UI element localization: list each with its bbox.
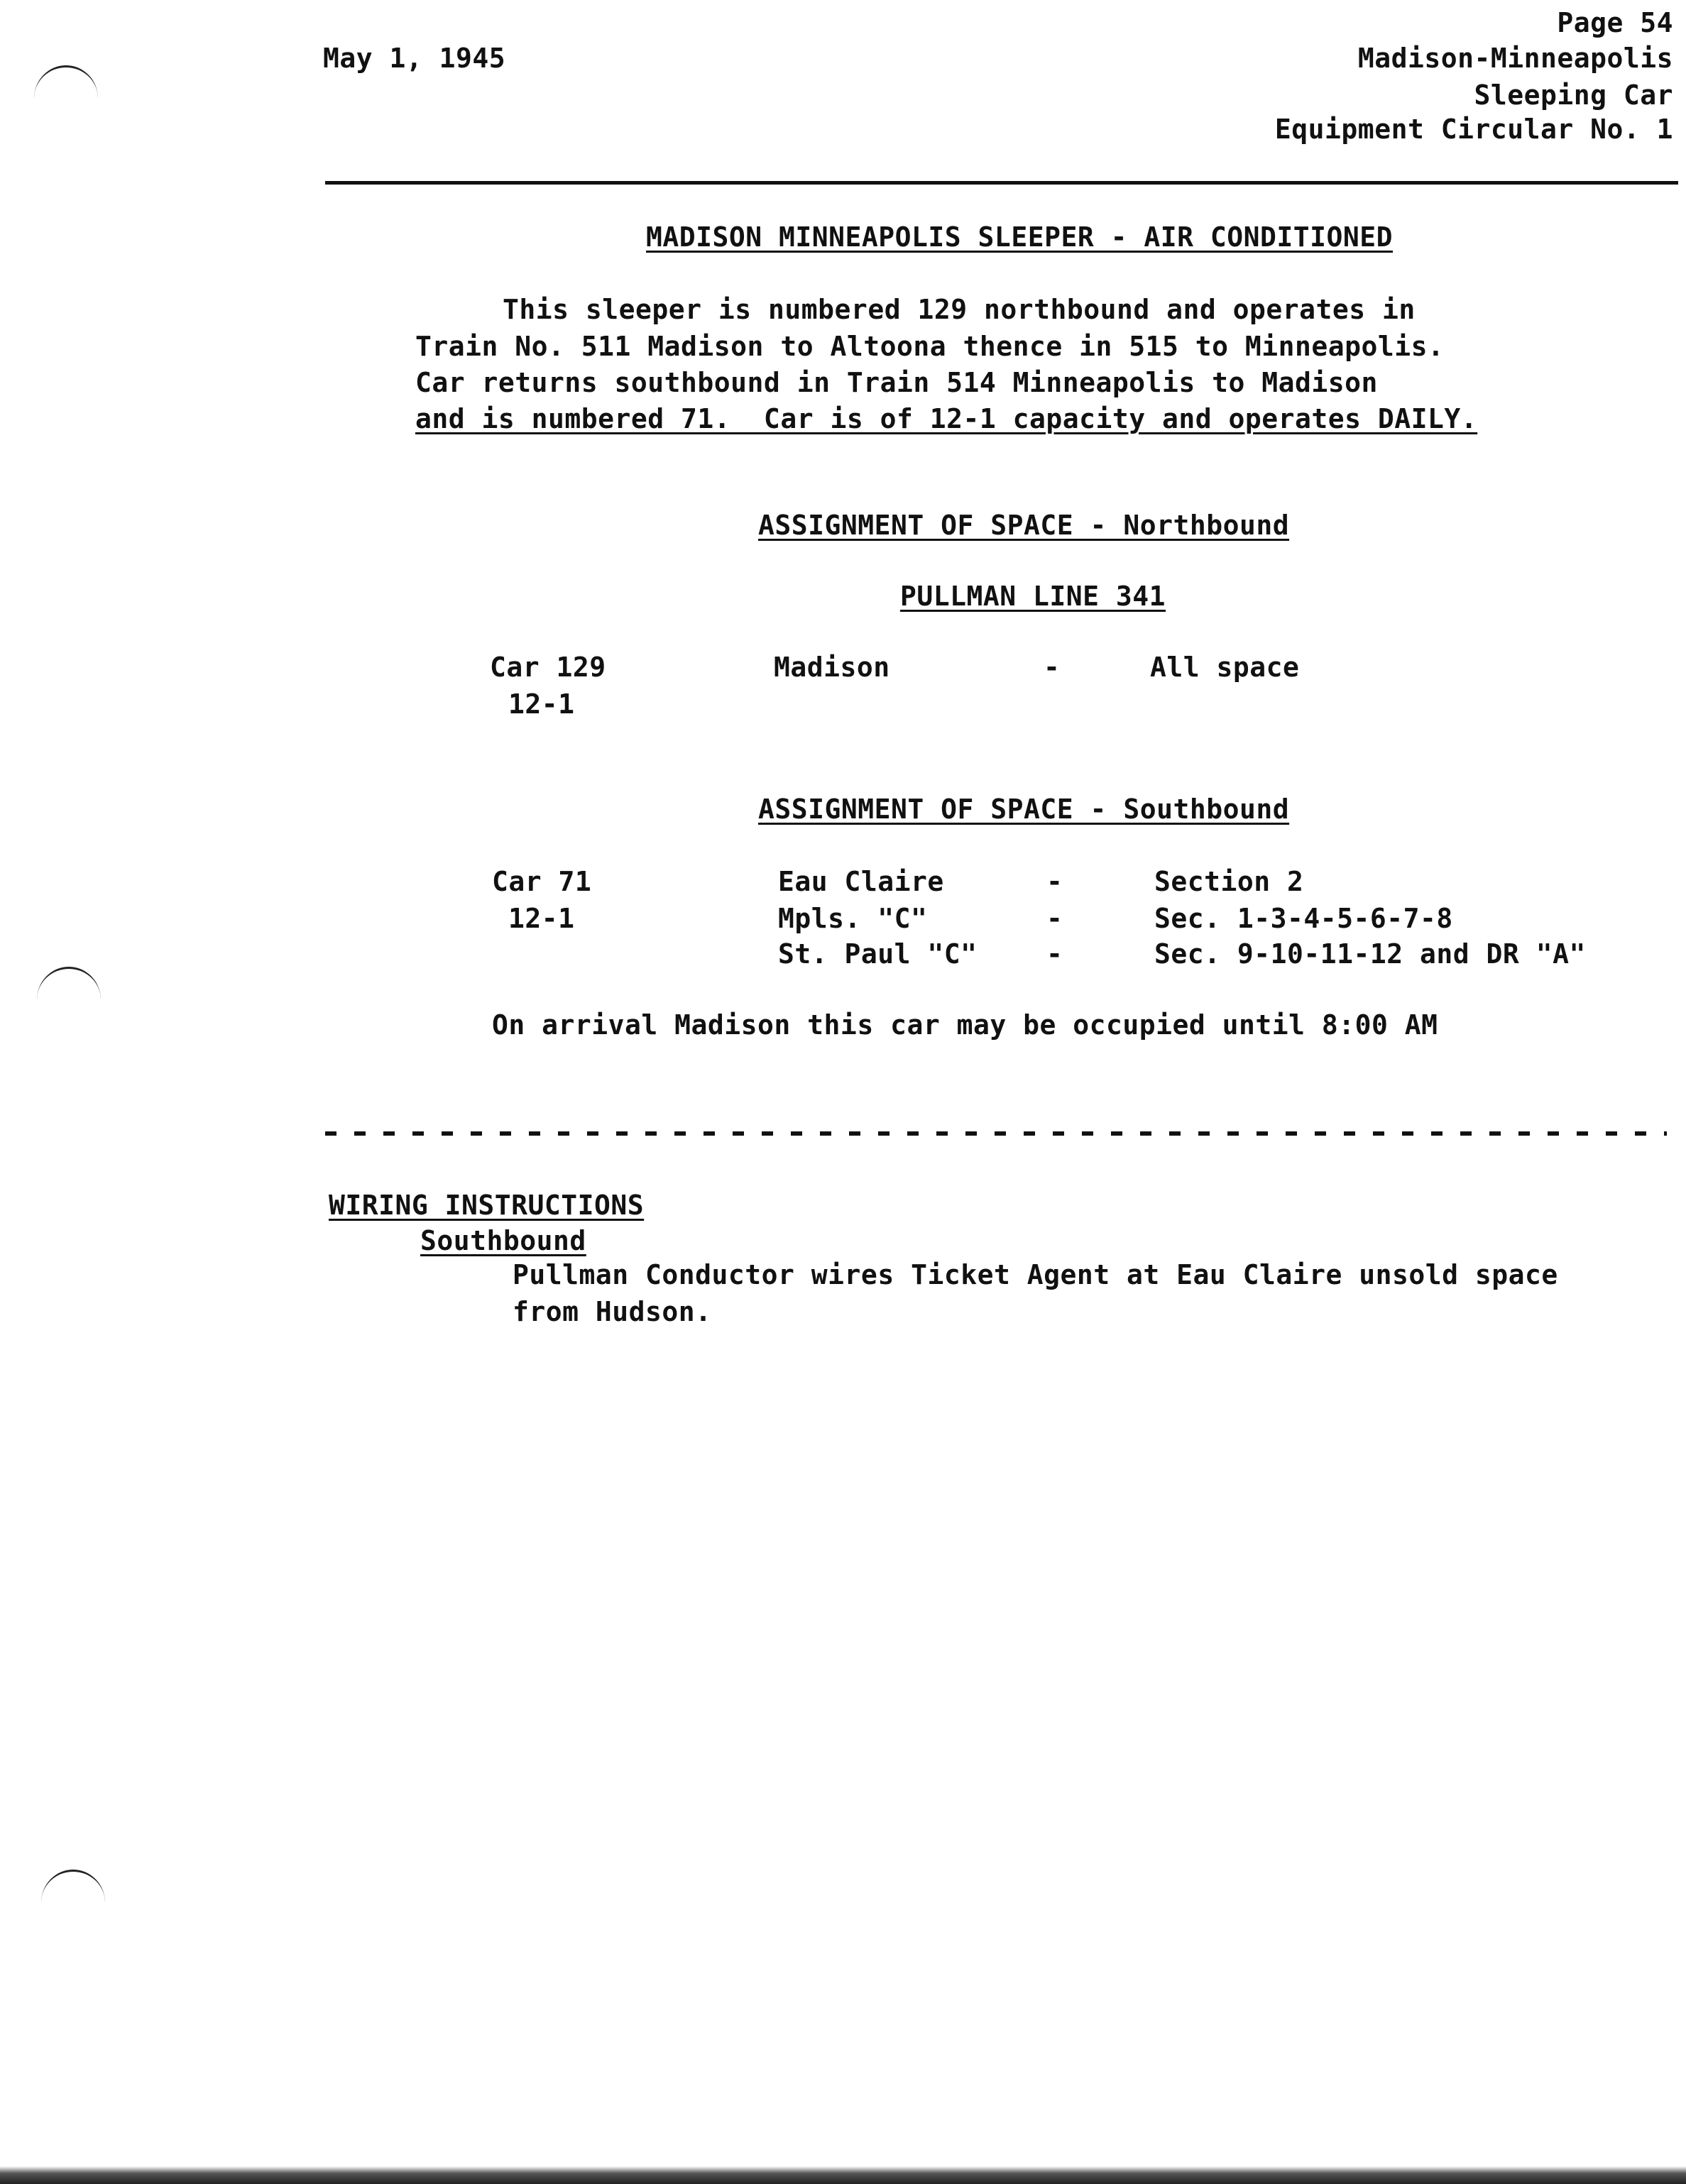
northbound-car: Car 129 bbox=[490, 652, 606, 683]
southbound-station-2: Mpls. "C" bbox=[778, 903, 928, 934]
binder-hole-middle bbox=[37, 967, 101, 1033]
pullman-line: PULLMAN LINE 341 bbox=[900, 581, 1166, 612]
scan-bottom-edge bbox=[0, 2166, 1686, 2184]
header-car-type: Sleeping Car bbox=[1474, 79, 1673, 111]
binder-hole-top bbox=[34, 65, 98, 131]
southbound-car: Car 71 bbox=[492, 866, 592, 897]
southbound-space-1: Section 2 bbox=[1154, 866, 1304, 897]
southbound-dash-1: - bbox=[1046, 866, 1063, 897]
southbound-space-2: Sec. 1-3-4-5-6-7-8 bbox=[1154, 903, 1453, 934]
southbound-heading: ASSIGNMENT OF SPACE - Southbound bbox=[758, 794, 1290, 825]
southbound-capacity: 12-1 bbox=[508, 903, 575, 934]
header-page: Page 54 bbox=[1557, 7, 1673, 38]
dashed-separator bbox=[325, 1131, 1667, 1136]
intro-line-2: Train No. 511 Madison to Altoona thence in 515 to Minneapolis. bbox=[415, 331, 1445, 362]
northbound-heading: ASSIGNMENT OF SPACE - Northbound bbox=[758, 510, 1290, 541]
northbound-space: All space bbox=[1150, 652, 1300, 683]
wiring-line-1: Pullman Conductor wires Ticket Agent at Eau Claire unsold space bbox=[513, 1259, 1558, 1290]
header-rule bbox=[325, 181, 1678, 185]
header-date: May 1, 1945 bbox=[323, 43, 506, 74]
southbound-dash-3: - bbox=[1046, 938, 1063, 970]
northbound-capacity: 12-1 bbox=[508, 688, 575, 720]
binder-hole-bottom bbox=[41, 1870, 105, 1936]
header-circular: Equipment Circular No. 1 bbox=[1274, 114, 1673, 145]
page-title: MADISON MINNEAPOLIS SLEEPER - AIR CONDITIONED bbox=[646, 221, 1394, 253]
southbound-dash-2: - bbox=[1046, 903, 1063, 934]
southbound-note: On arrival Madison this car may be occupied until 8:00 AM bbox=[492, 1009, 1438, 1041]
intro-line-1: This sleeper is numbered 129 northbound and operates in bbox=[503, 294, 1416, 325]
wiring-line-2: from Hudson. bbox=[513, 1296, 712, 1327]
southbound-space-3: Sec. 9-10-11-12 and DR "A" bbox=[1154, 938, 1586, 970]
intro-line-3: Car returns southbound in Train 514 Minneapolis to Madison bbox=[415, 367, 1378, 398]
northbound-dash: - bbox=[1044, 652, 1061, 683]
northbound-station: Madison bbox=[774, 652, 890, 683]
southbound-station-3: St. Paul "C" bbox=[778, 938, 978, 970]
wiring-heading: WIRING INSTRUCTIONS bbox=[329, 1190, 645, 1221]
southbound-station-1: Eau Claire bbox=[778, 866, 944, 897]
header-route: Madison-Minneapolis bbox=[1357, 43, 1673, 74]
intro-line-4: and is numbered 71. Car is of 12-1 capacity and operates DAILY. bbox=[415, 403, 1478, 434]
wiring-subheading: Southbound bbox=[420, 1225, 586, 1256]
